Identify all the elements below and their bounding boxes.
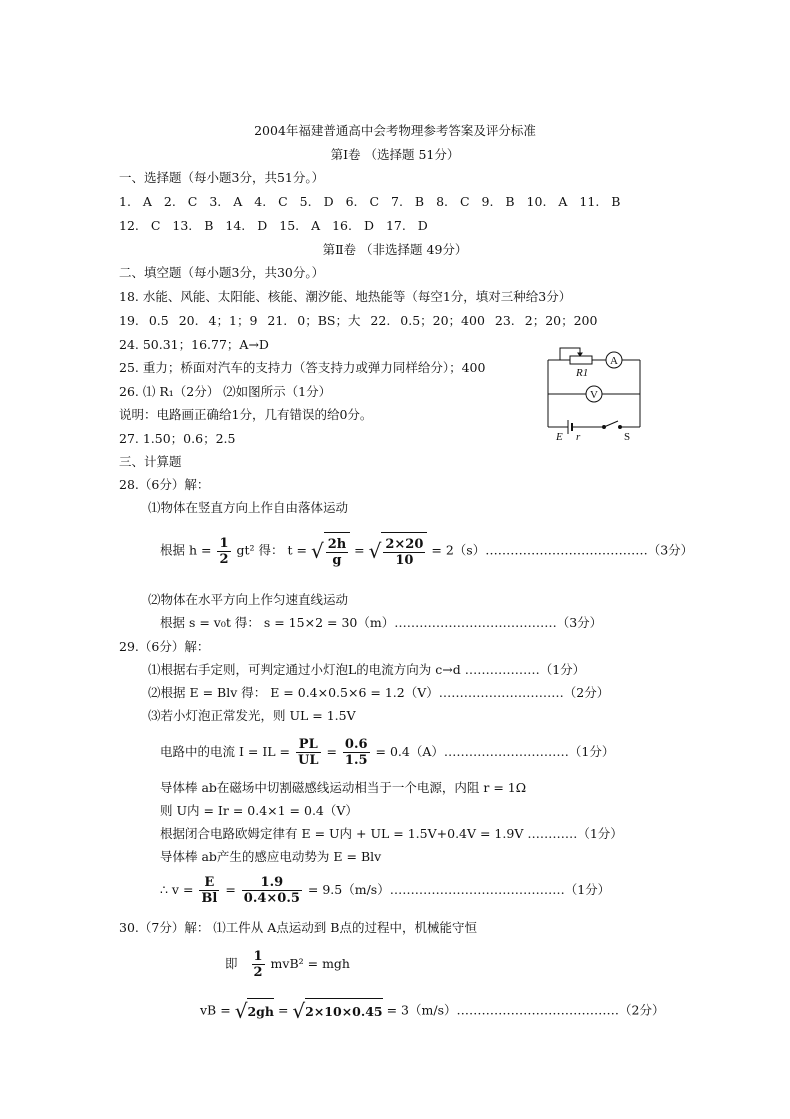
answer-26-note: 说明：电路画正确给1分，几有错误的给0分。 [119, 407, 373, 422]
rheostat-r1 [570, 356, 592, 364]
circuit-diagram [540, 342, 650, 442]
q29-step1: ⑴根据右手定则，可判定通过小灯泡L的电流方向为 c→d ………………（1分） [148, 662, 586, 677]
q29-heading: 29.（6分）解： [119, 639, 210, 654]
answer-19-23: 19. 0.5 20. 4；1；9 21. 0；BS；大 22. 0.5；20；400 23. 2；20；200 [119, 313, 598, 328]
q30-energy-equation: 即 $\frac{1}{2}$ mvB² = mgh [225, 949, 350, 980]
q29-step6: 根据闭合电路欧姆定律有 E = U内 + UL = 1.5V+0.4V = 1.9V …………（1分） [160, 826, 623, 841]
q28-step1: ⑴物体在竖直方向上作自由落体运动 [148, 500, 349, 515]
q29-step5: 则 U内 = Ir = 0.4×1 = 0.4（V） [160, 803, 358, 818]
emf-label: E [556, 431, 563, 442]
r1-label: R1 [576, 367, 589, 379]
part1-heading: 第Ⅰ卷 （选择题 51分） [330, 147, 460, 162]
answer-25: 25. 重力；桥面对汽车的支持力（答支持力或弹力同样给分）；400 [119, 360, 486, 375]
q30-heading: 30.（7分）解： ⑴工件从 A点运动到 B点的过程中，机械能守恒 [119, 920, 477, 935]
q28-equation2: 根据 s = v₀t 得： s = 15×2 = 30（m）…………………………………（3分） [160, 615, 603, 630]
q29-velocity-equation: ∴ v = $\frac{E}{Bl}$ = $\frac{1.9}{0.4\times 0.5}$ = 9.5（m/s）……………………………………（1分） [160, 875, 611, 906]
section2-heading: 二、填空题（每小题3分，共30分。） [119, 265, 325, 280]
ammeter-label: A [610, 355, 618, 367]
section1-heading: 一、选择题（每小题3分，共51分。） [119, 170, 325, 185]
section3-heading: 三、计算题 [119, 454, 182, 469]
answer-26: 26. ⑴ R₁（2分） ⑵如图所示（1分） [119, 384, 332, 399]
mc-answers-row1: 1. A 2. C 3. A 4. C 5. D 6. C 7. B 8. C 9. B 10. A 11. B [119, 194, 621, 209]
page-title: 2004年福建普通高中会考物理参考答案及评分标准 [254, 123, 536, 138]
q29-current-equation: 电路中的电流 I = IL = $\frac{PL}{UL}$ = $\frac{0.6}{1.5}$ = 0.4（A）…………………………（1分） [160, 737, 615, 768]
internal-r-label: r [576, 431, 581, 442]
mc-answers-row2: 12. C 13. B 14. D 15. A 16. D 17. D [119, 218, 428, 233]
q29-step7: 导体棒 ab产生的感应电动势为 E = Blv [160, 849, 382, 864]
answer-18: 18. 水能、风能、太阳能、核能、潮汐能、地热能等（每空1分，填对三种给3分） [119, 289, 572, 304]
q29-step2: ⑵根据 E = Blv 得： E = 0.4×0.5×6 = 1.2（V）…………………………（2分） [148, 685, 610, 700]
part2-heading: 第Ⅱ卷 （非选择题 49分） [322, 242, 468, 257]
q29-step3: ⑶若小灯泡正常发光，则 UL = 1.5V [148, 708, 356, 723]
q30-velocity-equation: vB = √2gh = √2×10×0.45 = 3（m/s）…………………………………（2分） [200, 999, 665, 1023]
answer-24: 24. 50.31；16.77；A→D [119, 337, 269, 352]
q28-step2: ⑵物体在水平方向上作匀速直线运动 [148, 592, 349, 607]
voltmeter-label: V [590, 389, 598, 401]
answer-27: 27. 1.50；0.6；2.5 [119, 431, 236, 446]
q29-step4: 导体棒 ab在磁场中切割磁感线运动相当于一个电源，内阻 r = 1Ω [160, 780, 527, 795]
q28-heading: 28.（6分）解： [119, 477, 210, 492]
switch-label: S [624, 431, 631, 442]
q28-equation1: 根据 h = $\frac{1}{2}$ gt² 得： t = √ $\frac{2h}{g}$ = √ $\frac{2\times 20}{10}$ = 2（s）…………………………………（3分） [160, 532, 693, 570]
